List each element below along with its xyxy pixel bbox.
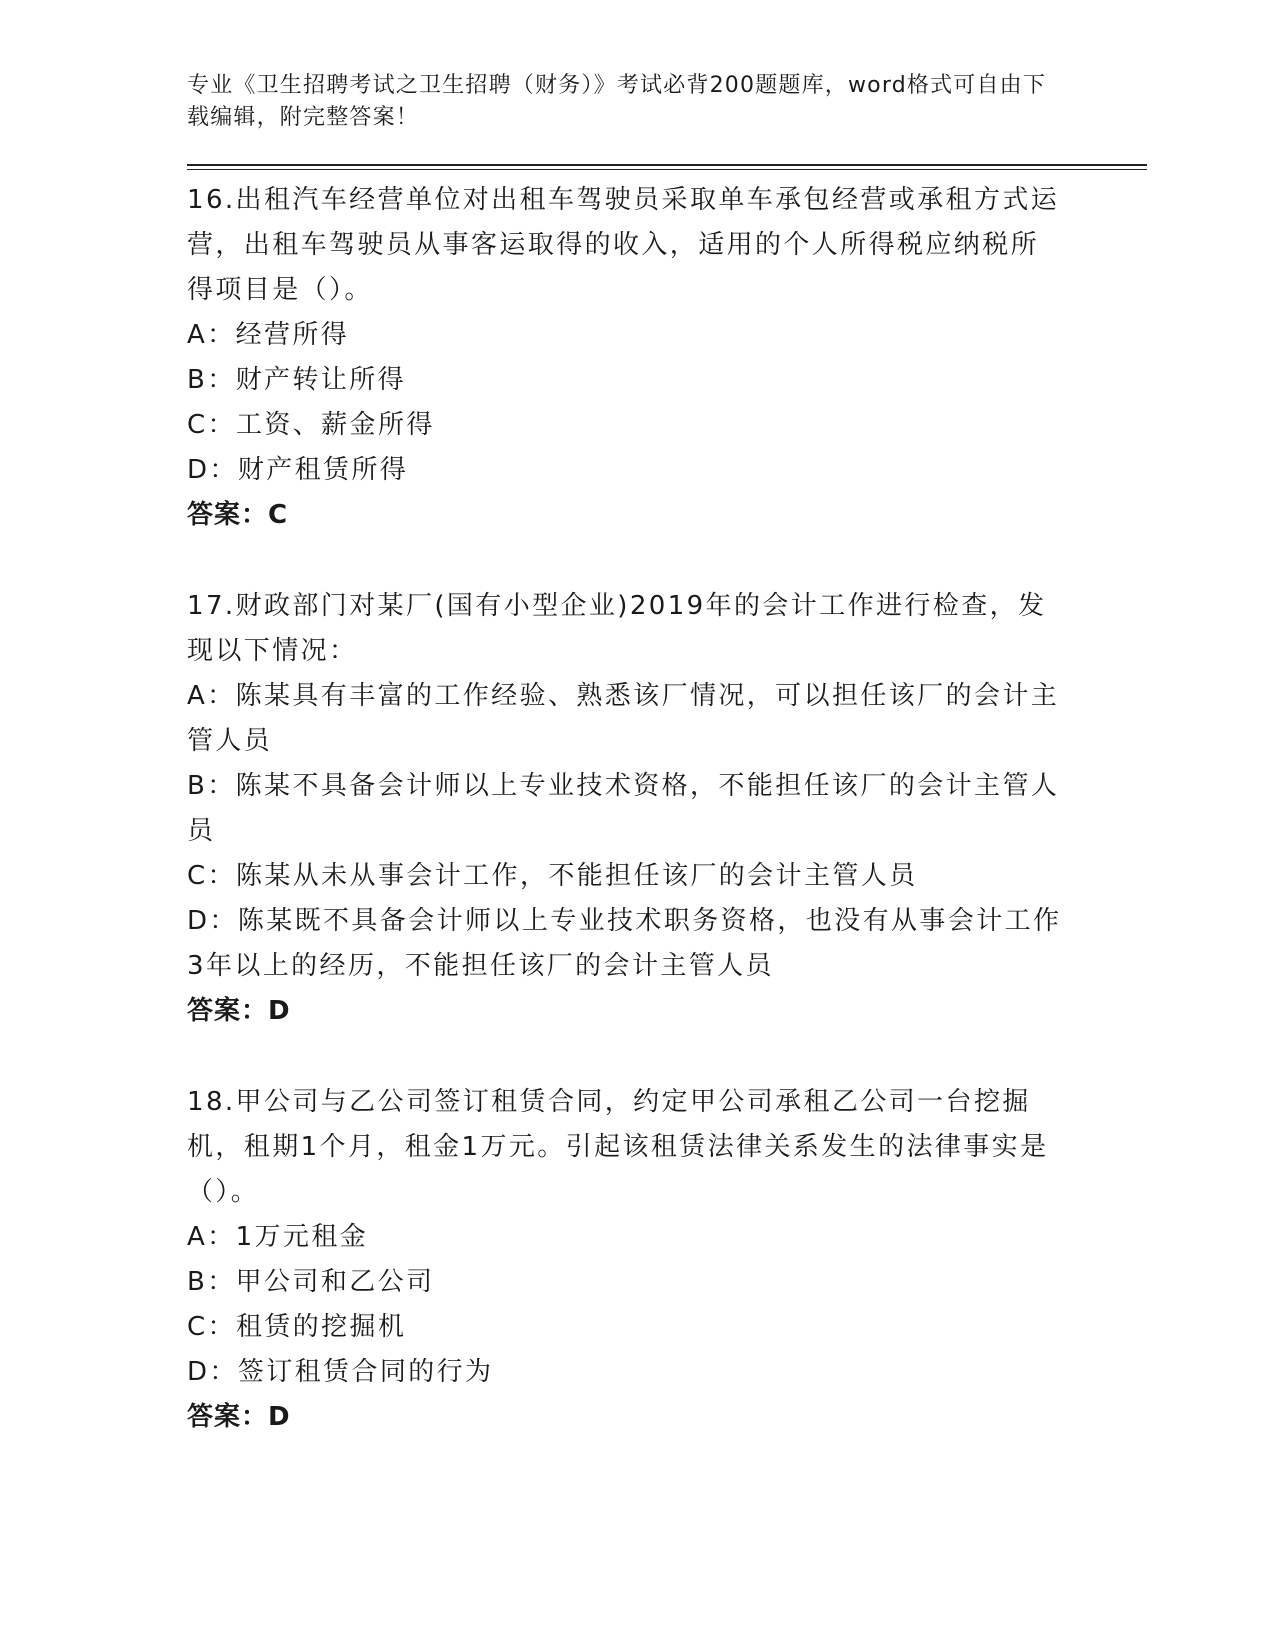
document-page — [187, 70, 1147, 1486]
question-stem: 17.财政部门对某厂(国有小型企业)2019年的会计工作进行检查，发现以下情况： — [187, 591, 1047, 666]
option-b: B：甲公司和乙公司 — [187, 1267, 435, 1297]
option-a: A：经营所得 — [187, 320, 350, 350]
option-d: D：签订租赁合同的行为 — [187, 1357, 494, 1387]
header-divider — [187, 164, 1147, 170]
question-16 — [187, 178, 1147, 538]
answer: 答案：D — [187, 996, 291, 1026]
question-18 — [187, 1080, 1147, 1440]
question-17 — [187, 584, 1147, 1034]
option-c: C：陈某从未从事会计工作，不能担任该厂的会计主管人员 — [187, 861, 918, 891]
option-b: B：陈某不具备会计师以上专业技术资格，不能担任该厂的会计主管人员 — [187, 771, 1060, 846]
question-list — [187, 178, 1147, 1440]
question-stem: 18.甲公司与乙公司签订租赁合同，约定甲公司承租乙公司一台挖掘机，租期1个月，租金1万元。引起该租赁法律关系发生的法律事实是（）。 — [187, 1087, 1049, 1207]
option-a: A：陈某具有丰富的工作经验、熟悉该厂情况，可以担任该厂的会计主管人员 — [187, 681, 1060, 756]
option-c: C：租赁的挖掘机 — [187, 1312, 407, 1342]
answer: 答案：D — [187, 1402, 291, 1432]
option-d: D：财产租赁所得 — [187, 455, 409, 485]
document-header: 专业《卫生招聘考试之卫生招聘（财务）》考试必背200题题库，word格式可自由下载编辑，附完整答案！ — [187, 73, 1047, 130]
question-stem: 16.出租汽车经营单位对出租车驾驶员采取单车承包经营或承租方式运营，出租车驾驶员从事客运取得的收入，适用的个人所得税应纳税所得项目是（）。 — [187, 185, 1060, 305]
answer: 答案：C — [187, 500, 289, 530]
option-a: A：1万元租金 — [187, 1222, 369, 1252]
option-b: B：财产转让所得 — [187, 365, 407, 395]
option-c: C：工资、薪金所得 — [187, 410, 435, 440]
option-d: D：陈某既不具备会计师以上专业技术职务资格，也没有从事会计工作3年以上的经历，不能担任该厂的会计主管人员 — [187, 906, 1062, 981]
